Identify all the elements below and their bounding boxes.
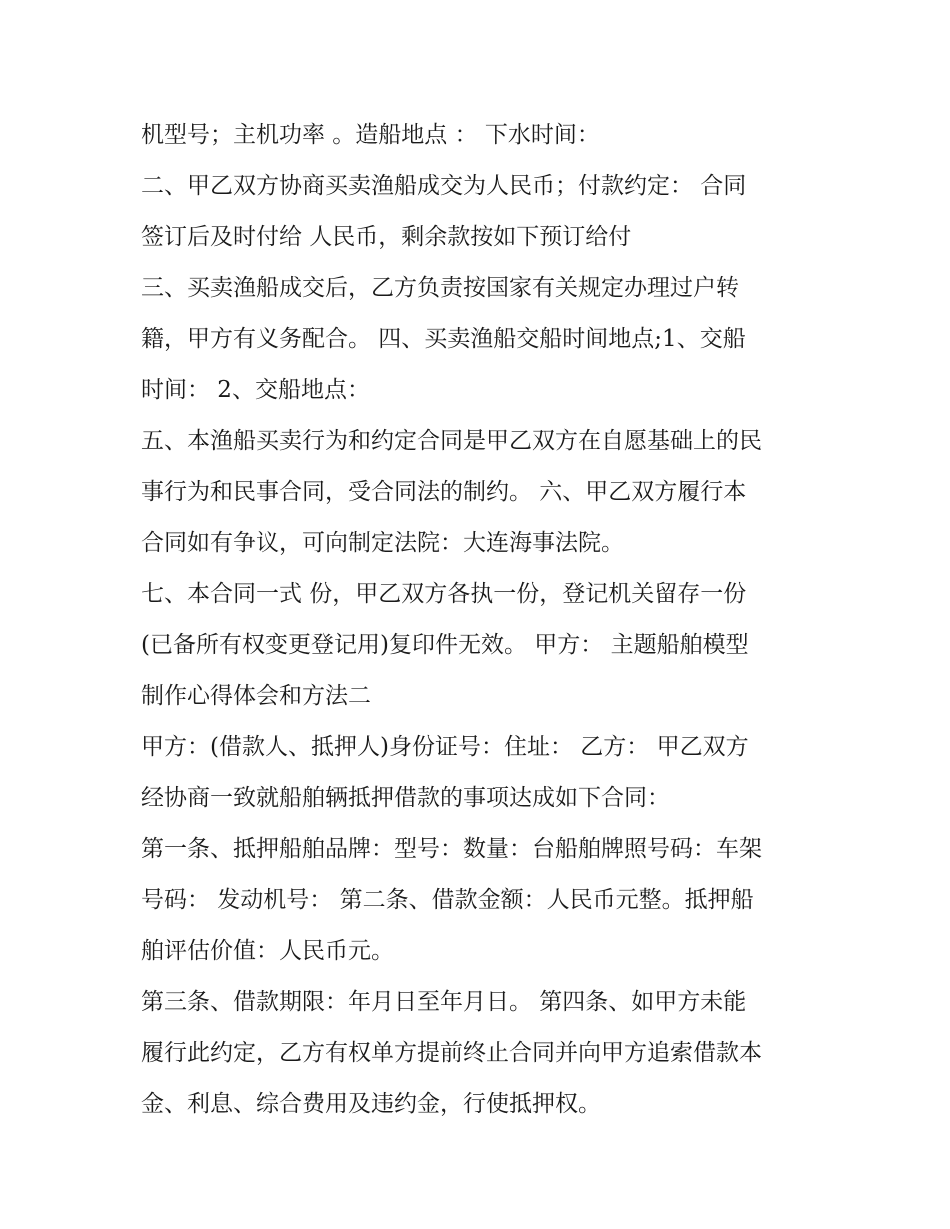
text-line: 签订后及时付给 人民币，剩余款按如下预订给付 [141,224,632,250]
text-line: 机型号；主机功率 。造船地点 ： 下水时间： [141,122,600,148]
text-line: 五、本渔船买卖行为和约定合同是甲乙双方在自愿基础上的民 [141,428,762,454]
text-line: (已备所有权变更登记用)复印件无效。 甲方： 主题船舶模型 [141,632,749,658]
text-line: 第一条、抵押船舶品牌：型号：数量：台船舶牌照号码：车架 [141,836,762,862]
text-line: 金、利息、综合费用及违约金，行使抵押权。 [141,1091,601,1117]
text-line: 第三条、借款期限：年月日至年月日。 第四条、如甲方未能 [141,989,747,1015]
text-line: 七、本合同一式 份，甲乙双方各执一份，登记机关留存一份 [141,581,747,607]
text-line: 籍，甲方有义务配合。 四、买卖渔船交船时间地点;1、交船 [141,326,746,352]
text-line: 甲方：(借款人、抵押人)身份证号：住址： 乙方： 甲乙双方 [141,734,749,760]
document-body [141,110,821,1130]
text-line: 号码： 发动机号： 第二条、借款金额：人民币元整。抵押船 [141,887,754,913]
text-line: 合同如有争议，可向制定法院：大连海事法院。 [141,530,624,556]
text-line: 时间： 2、交船地点： [141,377,370,403]
text-line: 三、买卖渔船成交后，乙方负责按国家有关规定办理过户转 [141,275,739,301]
text-line: 制作心得体会和方法二 [141,683,371,709]
text-line: 二、甲乙双方协商买卖渔船成交为人民币；付款约定： 合同 [141,173,747,199]
text-line: 舶评估价值：人民币元。 [141,938,394,964]
text-line: 履行此约定，乙方有权单方提前终止合同并向甲方追索借款本 [141,1040,762,1066]
text-line: 事行为和民事合同，受合同法的制约。 六、甲乙双方履行本 [141,479,747,505]
text-line: 经协商一致就船舶辆抵押借款的事项达成如下合同： [141,785,670,811]
